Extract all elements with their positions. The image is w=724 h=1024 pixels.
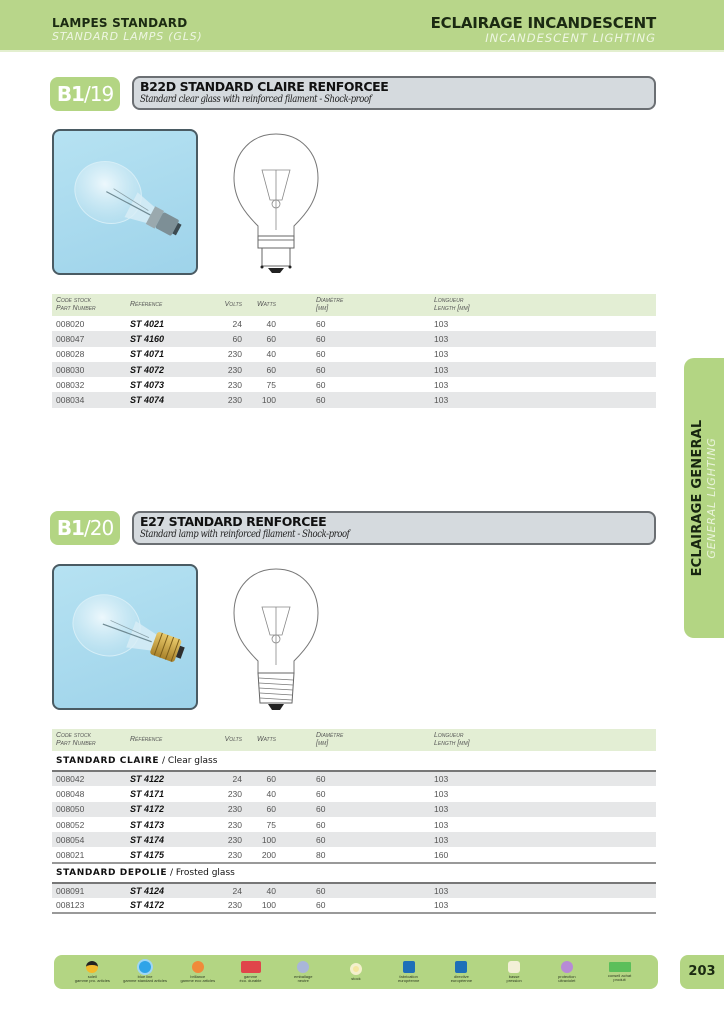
- legend-label: directive européenne: [450, 973, 473, 983]
- cell-code: 008020: [56, 318, 85, 329]
- legend-item-eco-range: [228, 961, 274, 984]
- header-left: [52, 16, 203, 43]
- cell-watts: 60: [246, 362, 280, 377]
- cell-watts: 60: [246, 802, 280, 817]
- cell-code: 008048: [56, 788, 85, 799]
- cell-watts: 100: [246, 392, 280, 407]
- cell-code: 008042: [52, 771, 126, 786]
- cell-length: 103: [434, 788, 449, 799]
- cell-reference: ST 4021: [130, 318, 165, 329]
- legend-label: conseil achat produit: [607, 972, 632, 982]
- footer-legend-bar: [54, 955, 658, 989]
- table-row[interactable]: [52, 347, 656, 362]
- cell-watts: 40: [246, 883, 280, 898]
- legend-label: stock: [351, 975, 361, 981]
- legend-item-european-made: [386, 961, 432, 984]
- cell-reference: ST 4071: [130, 349, 165, 360]
- spec-table-b1-20: [52, 729, 656, 914]
- header-category-title: LAMPES STANDARD: [52, 16, 188, 30]
- cell-diameter: 60: [316, 379, 326, 390]
- cell-diameter: 60: [280, 898, 390, 913]
- cell-volts: 230: [212, 832, 246, 847]
- col-code: Code stock Part Number: [52, 729, 126, 751]
- header-section-title: ECLAIRAGE INCANDESCENT: [430, 14, 656, 32]
- cell-code: 008034: [52, 392, 126, 407]
- cell-reference: ST 4073: [130, 379, 165, 390]
- eco-range-icon: [241, 961, 261, 973]
- header-right: [431, 14, 656, 45]
- cell-length: 103: [434, 819, 449, 830]
- cell-volts: 230: [227, 349, 242, 360]
- stock-icon: [350, 963, 362, 975]
- cell-length: 103: [390, 331, 656, 346]
- cell-reference: ST 4173: [130, 819, 165, 830]
- cell-diameter: 60: [280, 883, 390, 898]
- group-translation: / Frosted glass: [169, 867, 235, 878]
- cell-length: 103: [434, 349, 449, 360]
- product-photo-b22d: [52, 129, 198, 275]
- col-diameter: Diamètre [mm]: [280, 294, 390, 316]
- legend-item-low-pressure: [491, 961, 537, 984]
- packaging-icon: [297, 961, 309, 973]
- badge-number: /19: [83, 82, 114, 106]
- cell-code: 008028: [56, 349, 85, 360]
- cell-diameter: 60: [316, 318, 326, 329]
- table-row[interactable]: [52, 331, 656, 346]
- cell-volts: 60: [212, 331, 246, 346]
- legend-label: fabrication européenne: [397, 973, 420, 983]
- cell-length: 103: [390, 362, 656, 377]
- legend-label: brillance gamme eco articles: [180, 973, 216, 983]
- col-reference: Référence: [126, 294, 212, 316]
- cell-reference: ST 4072: [126, 362, 212, 377]
- cell-length: 103: [390, 832, 656, 847]
- spec-table-b1-19: [52, 294, 656, 408]
- cell-code: 008030: [52, 362, 126, 377]
- header-category-subtitle: STANDARD LAMPS (GLS): [52, 30, 203, 43]
- cell-watts: 40: [266, 318, 276, 329]
- legend-item-blue-line: [122, 961, 168, 984]
- warranty-icon: [609, 962, 631, 972]
- cell-volts: 230: [227, 379, 242, 390]
- legend-label: soleil gamme pro. articles: [74, 973, 110, 983]
- cell-code: 008050: [52, 802, 126, 817]
- section-title: E27 STANDARD RENFORCEE: [140, 514, 327, 529]
- col-code: Code stock Part Number: [52, 294, 126, 316]
- table-row[interactable]: [52, 817, 656, 832]
- col-volts: Volts: [212, 294, 246, 316]
- cell-reference: ST 4172: [126, 898, 212, 913]
- cell-watts: 75: [266, 819, 276, 830]
- section-badge-b1-19: [50, 77, 120, 111]
- page-number: 203: [680, 955, 724, 989]
- blue-line-icon: [139, 961, 151, 973]
- cell-diameter: 60: [316, 819, 326, 830]
- product-photo-e27: [52, 564, 198, 710]
- badge-code: B1: [56, 516, 84, 540]
- legend-item-brilliance: [175, 961, 221, 984]
- table-row[interactable]: [52, 392, 656, 407]
- col-volts: Volts: [212, 729, 246, 751]
- legend-item-uv-protection: [544, 961, 590, 984]
- side-tab-subtitle: GENERAL LIGHTING: [705, 437, 718, 559]
- cell-volts: 24: [232, 318, 242, 329]
- badge-number: /20: [83, 516, 114, 540]
- cell-reference: ST 4175: [126, 847, 212, 862]
- cell-code: 008047: [52, 331, 126, 346]
- cell-length: 160: [390, 847, 656, 862]
- cell-volts: 24: [212, 883, 246, 898]
- badge-code: B1: [56, 82, 84, 106]
- cell-diameter: 60: [280, 771, 390, 786]
- col-watts: Watts: [246, 729, 280, 751]
- cell-volts: 230: [212, 898, 246, 913]
- brilliance-icon: [192, 961, 204, 973]
- cell-watts: 100: [246, 898, 280, 913]
- cell-volts: 230: [227, 788, 242, 799]
- cell-length: 103: [434, 318, 449, 329]
- cell-length: 103: [390, 392, 656, 407]
- cell-code: 008021: [52, 847, 126, 862]
- legend-item-sun: [69, 961, 115, 984]
- cell-length: 103: [390, 802, 656, 817]
- legend-item-ce-directive: [438, 961, 484, 984]
- european-made-icon: [403, 961, 415, 973]
- cell-volts: 24: [212, 771, 246, 786]
- ce-directive-icon: [455, 961, 467, 973]
- legend-item-packaging: [280, 961, 326, 984]
- cell-watts: 75: [266, 379, 276, 390]
- legend-label: blue line gamme standard articles: [123, 973, 167, 983]
- table-row[interactable]: [52, 362, 656, 377]
- col-watts: Watts: [246, 294, 280, 316]
- legend-label: protection ultraviolet: [558, 973, 576, 983]
- cell-watts: 100: [246, 832, 280, 847]
- bulb-technical-drawing-b22d: [228, 130, 324, 278]
- cell-diameter: 60: [316, 349, 326, 360]
- table-row[interactable]: [52, 316, 656, 331]
- cell-diameter: 60: [280, 392, 390, 407]
- bulb-photo-icon: [54, 131, 198, 275]
- side-category-tab: [684, 358, 724, 638]
- cell-volts: 230: [212, 392, 246, 407]
- table-row[interactable]: [52, 802, 656, 817]
- cell-reference: ST 4160: [126, 331, 212, 346]
- group-translation: / Clear glass: [162, 755, 218, 766]
- cell-diameter: 80: [280, 847, 390, 862]
- page-header: [0, 0, 724, 52]
- cell-diameter: 60: [280, 362, 390, 377]
- table-header-row: [52, 294, 656, 316]
- cell-reference: ST 4171: [130, 788, 165, 799]
- cell-watts: 60: [246, 771, 280, 786]
- col-diameter: Diamètre [mm]: [280, 729, 390, 751]
- col-reference: Référence: [126, 729, 212, 751]
- header-section-subtitle: INCANDESCENT LIGHTING: [485, 31, 656, 45]
- cell-volts: 230: [227, 819, 242, 830]
- bulb-technical-drawing-e27: [230, 565, 324, 715]
- table-row[interactable]: [52, 832, 656, 847]
- section-subtitle: Standard clear glass with reinforced filament - Shock-proof: [140, 94, 372, 105]
- legend-label: basse pression: [506, 973, 522, 983]
- legend-item-stock: [333, 963, 379, 982]
- table-row[interactable]: [52, 847, 656, 862]
- low-pressure-icon: [508, 961, 520, 973]
- bulb-photo-icon: [54, 566, 198, 710]
- cell-reference: ST 4172: [126, 802, 212, 817]
- cell-code: 008052: [56, 819, 85, 830]
- section-title-bar: [132, 511, 656, 545]
- col-length: Longueur Length [mm]: [390, 294, 656, 316]
- cell-volts: 230: [212, 847, 246, 862]
- sun-icon: [86, 961, 98, 973]
- cell-reference: ST 4074: [126, 392, 212, 407]
- group-name: STANDARD DEPOLIE: [56, 867, 168, 878]
- group-header-frosted: [52, 863, 656, 883]
- uv-protection-icon: [561, 961, 573, 973]
- table-row[interactable]: [52, 786, 656, 801]
- table-row[interactable]: [52, 377, 656, 392]
- group-header-clear: [52, 751, 656, 771]
- cell-code: 008091: [52, 883, 126, 898]
- cell-volts: 230: [212, 802, 246, 817]
- side-tab-text: [690, 420, 718, 577]
- cell-length: 103: [390, 883, 656, 898]
- section-title-bar: [132, 76, 656, 110]
- side-tab-title: ECLAIRAGE GENERAL: [690, 419, 705, 577]
- cell-watts: 200: [246, 847, 280, 862]
- table-header-row: [52, 729, 656, 751]
- legend-label: gamme éco. durable: [239, 973, 262, 983]
- cell-diameter: 60: [280, 832, 390, 847]
- legend-item-warranty: [597, 962, 643, 983]
- cell-length: 103: [390, 898, 656, 913]
- cell-diameter: 60: [280, 802, 390, 817]
- cell-code: 008123: [52, 898, 126, 913]
- cell-code: 008054: [52, 832, 126, 847]
- group-name: STANDARD CLAIRE: [56, 755, 160, 766]
- cell-diameter: 60: [316, 788, 326, 799]
- col-length: Longueur Length [mm]: [390, 729, 656, 751]
- cell-length: 103: [434, 379, 449, 390]
- cell-reference: ST 4174: [126, 832, 212, 847]
- section-subtitle: Standard lamp with reinforced filament - Shock-proof: [140, 529, 350, 540]
- cell-watts: 40: [266, 788, 276, 799]
- cell-length: 103: [390, 771, 656, 786]
- cell-reference: ST 4124: [126, 883, 212, 898]
- table-row[interactable]: [52, 771, 656, 786]
- cell-watts: 40: [266, 349, 276, 360]
- cell-code: 008032: [56, 379, 85, 390]
- table-row[interactable]: [52, 883, 656, 898]
- cell-diameter: 60: [280, 331, 390, 346]
- section-badge-b1-20: [50, 511, 120, 545]
- section-title: B22D STANDARD CLAIRE RENFORCEE: [140, 79, 389, 94]
- cell-watts: 60: [246, 331, 280, 346]
- legend-label: emballage neutre: [294, 973, 313, 983]
- table-row[interactable]: [52, 898, 656, 913]
- cell-volts: 230: [212, 362, 246, 377]
- cell-reference: ST 4122: [126, 771, 212, 786]
